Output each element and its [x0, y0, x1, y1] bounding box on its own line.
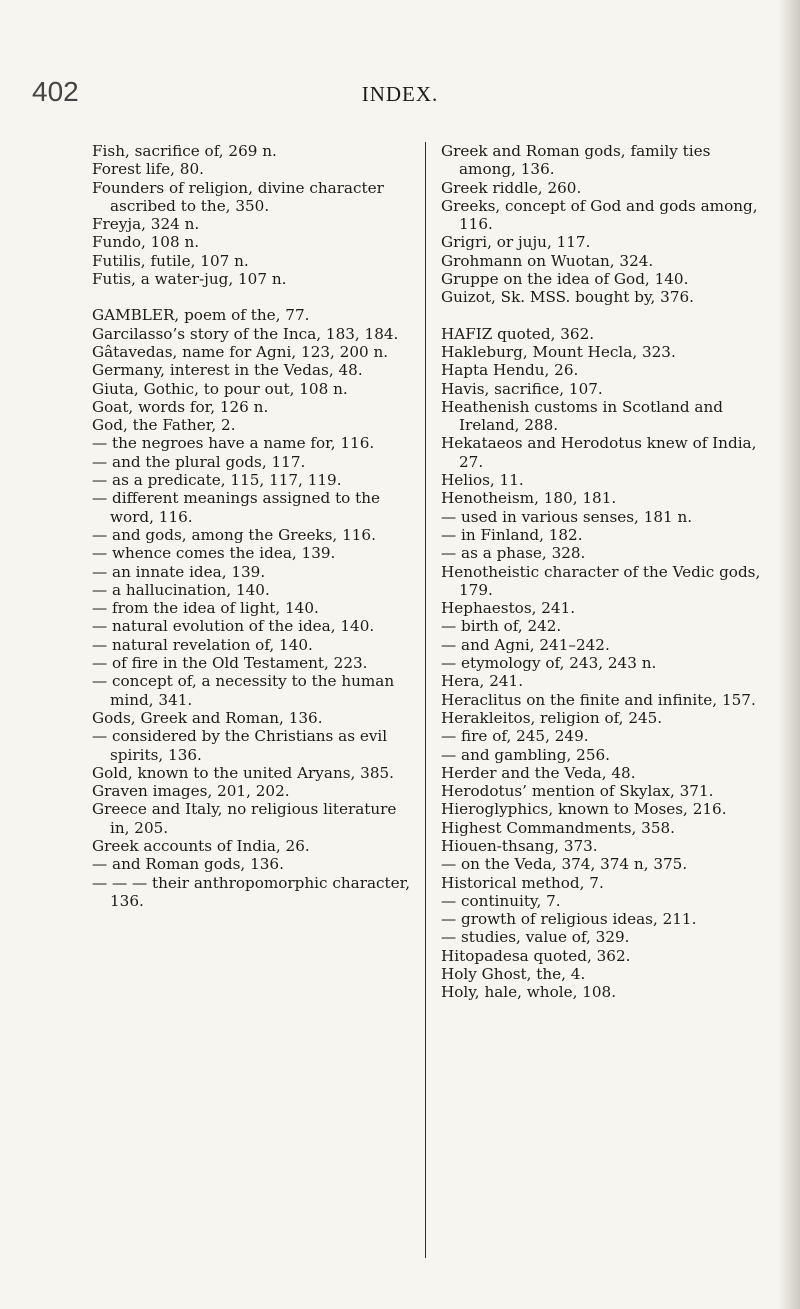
index-entry: Greece and Italy, no religious literature in, 205.: [92, 800, 397, 837]
index-entry: Hiouen-thsang, 373.: [441, 836, 598, 855]
index-entry: — a hallucination, 140.: [92, 580, 270, 599]
index-entry: Greek riddle, 260.: [441, 178, 582, 197]
index-entry: Henotheistic character of the Vedic gods, 179.: [441, 562, 761, 599]
index-entry: HAFIZ quoted, 362.: [441, 324, 595, 343]
index-entry: — birth of, 242.: [441, 617, 562, 636]
index-entry: Gold, known to the united Aryans, 385.: [92, 763, 394, 782]
index-entry: — in Finland, 182.: [441, 525, 583, 544]
index-entry: Germany, interest in the Vedas, 48.: [92, 361, 363, 380]
index-entry: — — — their anthropomorphic character, 136.: [92, 873, 411, 910]
index-entry: Henotheism, 180, 181.: [441, 489, 617, 508]
index-entry: Giuta, Gothic, to pour out, 108 n.: [92, 379, 348, 398]
index-entry: — etymology of, 243, 243 n.: [441, 654, 657, 673]
index-column-left: [92, 142, 412, 910]
index-entry: — and gambling, 256.: [441, 745, 610, 764]
index-entry: — considered by the Christians as evil spirits, 136.: [92, 727, 388, 764]
index-entry: Founders of religion, divine character ascribed to the, 350.: [92, 178, 384, 215]
index-entry: Graven images, 201, 202.: [92, 782, 290, 801]
index-entry: Highest Commandments, 358.: [441, 818, 675, 837]
page-header: [0, 76, 800, 116]
index-entry: — natural revelation of, 140.: [92, 635, 313, 654]
index-entry: Hakleburg, Mount Hecla, 323.: [441, 342, 676, 361]
index-entry: — and Roman gods, 136.: [92, 855, 284, 874]
index-entry: — an innate idea, 139.: [92, 562, 266, 581]
index-entry: Goat, words for, 126 n.: [92, 397, 269, 416]
index-entry: Futilis, futile, 107 n.: [92, 251, 249, 270]
index-entry: Greeks, concept of God and gods among, 116.: [441, 196, 758, 234]
index-entry: Havis, sacrifice, 107.: [441, 379, 603, 398]
index-entry: — and Agni, 241–242.: [441, 635, 610, 654]
index-entry: Hera, 241.: [441, 672, 524, 691]
index-entry: — whence comes the idea, 139.: [92, 544, 336, 563]
index-entry: Herakleitos, religion of, 245.: [441, 708, 663, 727]
index-entry: God, the Father, 2.: [92, 416, 236, 435]
index-entry: — studies, value of, 329.: [441, 928, 630, 947]
section-gap: [441, 307, 771, 325]
index-entry: Hieroglyphics, known to Moses, 216.: [441, 800, 727, 819]
index-entry: — concept of, a necessity to the human mind, 341.: [92, 672, 395, 709]
index-entry: — as a predicate, 115, 117, 119.: [92, 471, 342, 490]
index-entry: Heathenish customs in Scotland and Ireland, 288.: [441, 397, 723, 435]
index-entry: Herodotus’ mention of Skylax, 371.: [441, 782, 714, 801]
index-entry: Fish, sacrifice of, 269 n.: [92, 142, 277, 160]
index-entry: Historical method, 7.: [441, 873, 604, 892]
index-entry: Heraclitus on the finite and infinite, 157.: [441, 690, 756, 709]
index-entry: Hapta Hendu, 26.: [441, 361, 579, 380]
index-entry: — different meanings assigned to the word, 116.: [92, 489, 381, 526]
index-entry: — of fire in the Old Testament, 223.: [92, 654, 368, 673]
index-entry: Forest life, 80.: [92, 160, 204, 179]
section-gap: [92, 288, 412, 306]
page-number: 402: [32, 76, 79, 107]
index-entry: — on the Veda, 374, 374 n, 375.: [441, 855, 688, 874]
index-entry: Holy, hale, whole, 108.: [441, 983, 617, 1002]
index-entry: Gâtavedas, name for Agni, 123, 200 n.: [92, 342, 389, 361]
index-entry: — the negroes have a name for, 116.: [92, 434, 375, 453]
index-entry: — fire of, 245, 249.: [441, 727, 589, 746]
index-entry: — as a phase, 328.: [441, 544, 586, 563]
index-entry: Herder and the Veda, 48.: [441, 763, 636, 782]
index-entry: Guizot, Sk. MSS. bought by, 376.: [441, 288, 694, 307]
index-entry: Fundo, 108 n.: [92, 233, 200, 252]
index-entry: Helios, 11.: [441, 471, 524, 490]
index-entry: — and the plural gods, 117.: [92, 452, 306, 471]
index-entry: Garcilasso’s story of the Inca, 183, 184.: [92, 324, 399, 343]
index-entry: Hekataeos and Herodotus knew of India, 27.: [441, 434, 757, 471]
index-entry: — from the idea of light, 140.: [92, 599, 319, 618]
index-entry: Grigri, or juju, 117.: [441, 233, 591, 252]
running-head: INDEX.: [361, 82, 439, 106]
index-entry: — natural evolution of the idea, 140.: [92, 617, 375, 636]
index-entry: Gruppe on the idea of God, 140.: [441, 270, 689, 289]
index-entry: Greek accounts of India, 26.: [92, 836, 310, 855]
index-column-right: [441, 142, 771, 1002]
index-entry: Greek and Roman gods, family ties among, 136.: [441, 142, 711, 179]
index-entry: GAMBLER, poem of the, 77.: [92, 306, 310, 325]
index-entry: Freyja, 324 n.: [92, 215, 200, 234]
index-entry: Grohmann on Wuotan, 324.: [441, 251, 654, 270]
index-entry: — growth of religious ideas, 211.: [441, 910, 697, 929]
index-entry: — used in various senses, 181 n.: [441, 507, 693, 526]
index-entry: Holy Ghost, the, 4.: [441, 965, 586, 984]
index-entry: — and gods, among the Greeks, 116.: [92, 525, 376, 544]
index-entry: Hitopadesa quoted, 362.: [441, 946, 631, 965]
index-entry: — continuity, 7.: [441, 891, 561, 910]
index-entry: Gods, Greek and Roman, 136.: [92, 708, 323, 727]
index-entry: Futis, a water-jug, 107 n.: [92, 270, 287, 289]
column-divider: [425, 142, 426, 1258]
index-entry: Hephaestos, 241.: [441, 599, 576, 618]
page-edge-shadow: [778, 0, 800, 1309]
